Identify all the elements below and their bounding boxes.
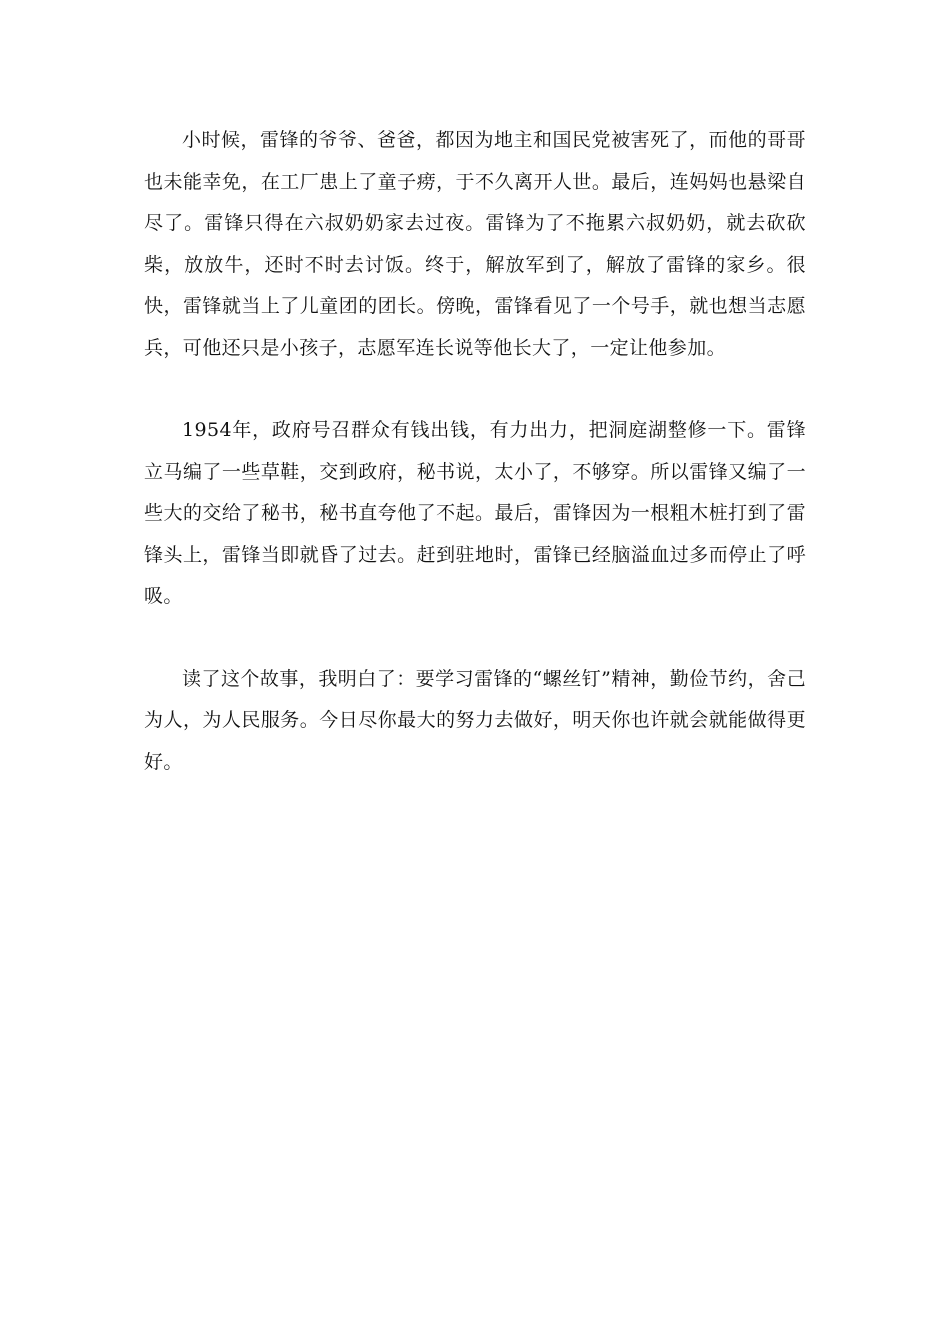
paragraph-childhood: 小时候，雷锋的爷爷、爸爸，都因为地主和国民党被害死了，而他的哥哥也未能幸免，在工厂患上了童子痨，于不久离开人世。最后，连妈妈也悬梁自尽了。雷锋只得在六叔奶奶家去过夜。雷锋为了不拖累六叔奶奶，就去砍砍柴，放放牛，还时不时去讨饭。终于，解放军到了，解放了雷锋的家乡。很快，雷锋就当上了儿童团的团长。傍晚，雷锋看见了一个号手，就也想当志愿兵，可他还只是小孩子，志愿军连长说等他长大了，一定让他参加。 <box>144 129 806 359</box>
paragraph-reflection: 读了这个故事，我明白了：要学习雷锋的“螺丝钉”精神，勤俭节约，舍己为人，为人民服务。今日尽你最大的努力去做好，明天你也许就会就能做得更好。 <box>144 667 806 773</box>
paragraph-dongting-lake: 1954年，政府号召群众有钱出钱，有力出力，把洞庭湖整修一下。雷锋立马编了一些草鞋，交到政府，秘书说，太小了，不够穿。所以雷锋又编了一些大的交给了秘书，秘书直夸他了不起。最后，雷锋因为一根粗木桩打到了雷锋头上，雷锋当即就昏了过去。赶到驻地时，雷锋已经脑溢血过多而停止了呼吸。 <box>144 419 806 607</box>
document-body <box>144 120 806 783</box>
